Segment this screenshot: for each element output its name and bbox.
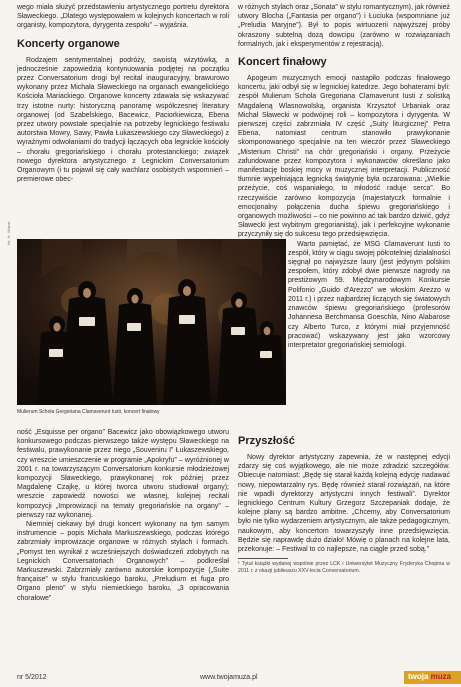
paragraph: Niemniej ciekawy był drugi koncert wykonany na tym samym instrumencie – popis Michała Markuszewskiego, podczas którego zabrzmiały improwizacje organowe w różnych stylach i formach. „Pomyst ten wynikał z wcześniejszych doświadczeń zdobytych na Legnickich Conversatoriach Organowych” – podkreślał Markuszewski. Zabrzmiały zarówno autorskie kompozycje („Suite française” w stylu francuskiego baroku, „Preludium et fuga pro Organo pleno” w stylu niemieckiego baroku, „3 opracowania chorałowe” [17, 521, 229, 602]
logo-text-twoja: twoja [408, 672, 431, 681]
website-link[interactable]: www.twojamuza.pl [200, 674, 258, 681]
left-column-bottom [17, 428, 229, 603]
paragraph: Rodzajem sentymentalnej podróży, swoistą wizytówką, a jednocześnie zapowiedzią kontynuowania podjętej na początku przez Conversatorium drogi był recital inauguracyjny, brawurowo wykonany przez Michała Sławeckiego na organach ewangelickiego Kościoła Mariackiego. Organowe koncerty zdawała się wskazywać trzy istotne nurty: historyczną panoramę współczesnej literatury organowej (od Szabelskiego, Bacewicz, Paciorkiewicza, Ebena przez utwory powstałe specjalnie na potrzeby legnickiego festiwalu autorstwa Mowry, Sawy, Pawła Łukaszewskiego czy Sławeckiego) z wyraźnymi odwołaniami do tradycji łączących oba legnickie kościoły – chorału gregoriańskiego i chorału protestanckiego; związek nowego dyrektora artystycznego z Legnickim Conversatorium Organowym (i tu pojawił się cały wachlarz osobistych wspomnień – premierowe obec- [17, 56, 229, 184]
section-heading-koncert-finalowy: Koncert finałowy [238, 56, 327, 69]
paragraph: w różnych stylach oraz „Sonata” w stylu romantycznym), jak również utwory Blocha („Fantasia per organo”) i Łuciuka (wspomniane już „Preludia Maryjne”). Był to popis wirtuozerii najwyższej próby okraszony subtelną dozą dowcipu (zarówno w rozwiązaniach formalnych, jak i eksperymentów z rejestracją). [238, 4, 450, 48]
intro-paragraph: wego miała służyć przedstawieniu artystycznego portretu dyrektora Sławeckiego. „Dlatego występowałem w kolejnych koncertach w roli organisty, kompozytora, dyrygenta zespołu” – wyjaśnia. [17, 4, 229, 30]
paragraph: Nowy dyrektor artystyczny zapewnia, że w następnej edycji zdarzy się coś wyjątkowego, ale nie może zdradzić szczegółów. Obiecuje natomiast: „Będę się starał każdą kolejną edycję nadawać nowy, niepowtarzalny rys. Będę również starał rozwiązań, na które nie wpadli dyrektorzy artystyczni innych festiwali”. Dyrektor legnickiego Centrum Kultury Grzegorz Szczepaniak dodaje, że kolejne plany są bardzo ambitne. „Chcemy, aby Conversatorium było nie tylko wydarzeniem artystycznym, ale także pedagogicznym, naukowym, aby koncertom towarzyszyły inne przedsięwzięcia. Będzie się naprawdę dużo działo! Mówię o planach na kolejne lata, przekonuje: – Festiwal to co najlepsze, na ciągle przed sobą.” [238, 454, 450, 554]
section-heading-koncerty-organowe: Koncerty organowe [17, 37, 120, 50]
footnote-divider [238, 558, 288, 559]
photo-credit: fot. H. Wajnic [6, 221, 11, 245]
footnote: ¹ Tytuł książki wydanej wspólnie przez LCK i Uniwersytet Muzyczny Fryderyka Chopina w 2011 r. z okazji jubileuszu XXV-lecia Conversatorium. [238, 561, 450, 574]
paragraph: Apogeum muzycznych emocji nastąpiło podczas finałowego koncertu, jaki odbył się w legnickiej katedrze. Jego bohaterami byli: zespół Mulierum Schola Gregoriana Clamaverunt Iusti z solistką Magdaleną Wlasnowolską, organista Krzysztof Urbaniak oraz Michał Sławecki w podwójnej roli – kompozytora i dyrygenta. W pierwszej części zabrzmiała IV część „Suity liturgicznej” Petra Ebena, natomiast centrum stanowiło prawykonanie skomponowanego specjalnie na ten wieczór przez Sławeckiego „Misterium Christi” na chór gregoriański i organy. Przeżycie zafundowane przez kompozytora i wykonawców określano jako manifestację boskiej mocy w muzycznej interpretacji. Publiczność tłumnie wypełniająca legnicką świątynię była oczarowana: „Wielkie przeżycie, coś wspaniałego, to młodość raduje serca”. Bo rzeczywiście zarówno kompozycja (majestatyczk formalnie i emocjonalny połączenia ducha śpiewu gregoriańskiego i organowych możliwości – co nie powinno ać tak bardzo dziwić, gdyż Sławecki jest wybitnym gregorianistą), jak i perfekcyjne wykonanie przyczyniły się do sukcesu tego przedsięwzięcia. [238, 75, 450, 239]
concert-photo [17, 239, 286, 405]
left-column-top [17, 3, 229, 184]
page-footer [0, 671, 461, 687]
paragraph: ność „Esquisse per organo” Bacewicz jako obowiązkowego utworu konkursowego podczas pierwszego także występu Sławeckiego na festiwalu, prawykonanie przez niego „Souveniru I” Łukaszewskiego, czy wreszcie umieszczenie w programie „Apokryfu” – wyróżnionej w 2001 r. na towarzyszącym Conversatorium konkursie młodzieżowej kompozycji Sławeckiego, prawykonanej rok później przez Magdalenę Czajkę, u której tworca utworu studiował organy); wreszcie zapowiedź nowości we własnej, kolejnej recitali kompozycji „Improwizacji na tematy gregoriańskie na organy” – pierwszy raz wykonanej. [17, 429, 229, 519]
paragraph: Warto pamiętać, że MSG Clamaverunt Iusti to zespół, który w ciągu swojej półcotelniej działalności sięgnął po najwyższe laury (jest jedynym polskim zespołem, który zdobył dwie pierwsze nagrody na prestiżowym 59. Międzynarodowym Konkursie Polifonio „Guido d'Arezzo” we włoskim Arezzo w 2011 r.) i przez najbardziej liczących się światowych znawców śpiewu gregoriańskiego (profesorów Johannesa Berchmansa Goeschla, Nino Alabarose czy Alberto Turco, z którymi miał przyjemność pracować) wskazywany jest jako wzorcowy interpretator gregoriańskiej semiologii. [288, 240, 450, 349]
concert-photo-image [17, 239, 286, 405]
issue-number: nr 5/2012 [17, 674, 47, 681]
logo-text-muza: muza [430, 672, 452, 681]
section-heading-przyszlosc: Przyszłość [238, 435, 295, 447]
right-column-bottom [238, 428, 450, 574]
logo-underline [404, 683, 461, 684]
photo-caption: Mulierum Schola Gregoriana Clamaverunt Iusti, koncert finałowy [17, 409, 160, 415]
magazine-logo [404, 671, 461, 683]
